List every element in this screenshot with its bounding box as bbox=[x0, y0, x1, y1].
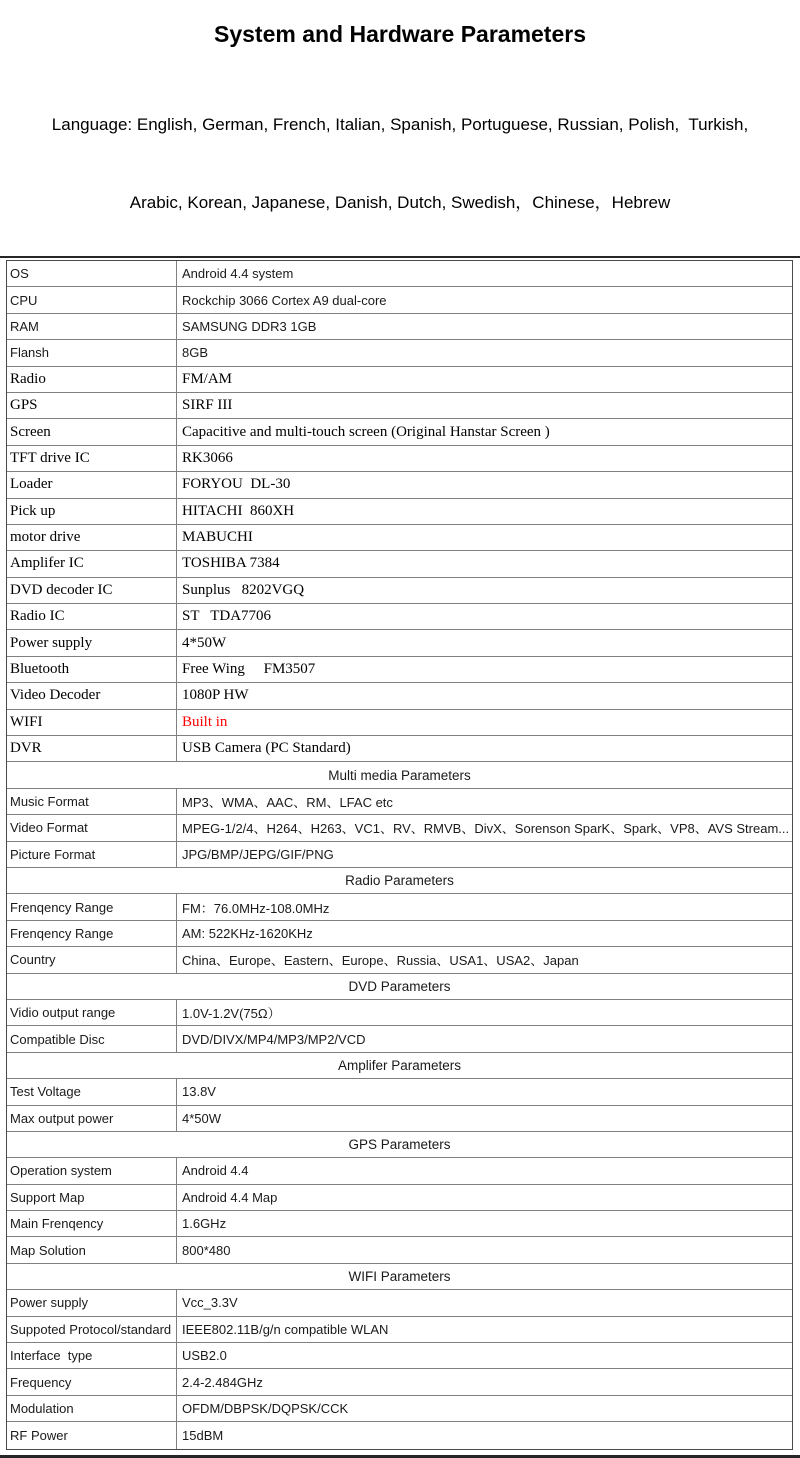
table-row bbox=[7, 1079, 792, 1105]
table-row bbox=[7, 314, 792, 340]
row-label: Flansh bbox=[7, 340, 177, 365]
top-divider-rule bbox=[0, 256, 800, 258]
row-label: motor drive bbox=[7, 525, 177, 550]
row-label: Frequency bbox=[7, 1369, 177, 1394]
row-label: Frenqency Range bbox=[7, 921, 177, 946]
language-line-1: Language: English, German, French, Italian, Spanish, Portuguese, Russian, Polish, Turkish, bbox=[51, 115, 749, 134]
table-row bbox=[7, 340, 792, 366]
row-label: Support Map bbox=[7, 1185, 177, 1210]
row-label: Frenqency Range bbox=[7, 894, 177, 919]
row-value: 1.0V-1.2V(75Ω） bbox=[182, 1006, 281, 1022]
table-row bbox=[7, 710, 792, 736]
table-row bbox=[7, 499, 792, 525]
row-label: Compatible Disc bbox=[7, 1026, 177, 1051]
table-row bbox=[7, 736, 792, 762]
section-header-row: WIFI Parameters bbox=[7, 1264, 792, 1290]
table-row bbox=[7, 419, 792, 445]
row-value: Sunplus 8202VGQ bbox=[182, 581, 305, 598]
table-row bbox=[7, 472, 792, 498]
table-row bbox=[7, 1000, 792, 1026]
table-row bbox=[7, 789, 792, 815]
table-row bbox=[7, 815, 792, 841]
row-label: DVD decoder IC bbox=[7, 578, 177, 603]
row-label: CPU bbox=[7, 287, 177, 312]
table-row bbox=[7, 842, 792, 868]
row-label: Video Format bbox=[7, 815, 177, 840]
table-row bbox=[7, 1185, 792, 1211]
table-row bbox=[7, 1106, 792, 1132]
row-value: Free Wing FM3507 bbox=[182, 661, 316, 678]
row-value: HITACHI 860XH bbox=[182, 502, 295, 519]
table-row bbox=[7, 947, 792, 973]
row-label: Video Decoder bbox=[7, 683, 177, 708]
row-value: 15dBM bbox=[182, 1427, 224, 1443]
row-value: FM：76.0MHz-108.0MHz bbox=[182, 900, 330, 916]
section-header-row: Radio Parameters bbox=[7, 868, 792, 894]
row-label: Max output power bbox=[7, 1106, 177, 1131]
table-row bbox=[7, 1317, 792, 1343]
row-value: SAMSUNG DDR3 1GB bbox=[182, 318, 317, 334]
table-row bbox=[7, 1158, 792, 1184]
row-value: USB Camera (PC Standard) bbox=[182, 740, 351, 757]
row-value: China、Europe、Eastern、Europe、Russia、USA1、USA2、Japan bbox=[182, 953, 579, 969]
table-row bbox=[7, 683, 792, 709]
row-value: Built in bbox=[182, 713, 228, 730]
row-value: ST TDA7706 bbox=[182, 608, 272, 625]
table-row bbox=[7, 1343, 792, 1369]
row-label: Suppoted Protocol/standard bbox=[7, 1317, 177, 1342]
row-value: 2.4-2.484GHz bbox=[182, 1374, 263, 1390]
table-row bbox=[7, 894, 792, 920]
row-value: 1080P HW bbox=[182, 687, 249, 704]
row-value: 800*480 bbox=[182, 1242, 231, 1258]
row-value: 8GB bbox=[182, 345, 209, 361]
row-label: WIFI bbox=[7, 710, 177, 735]
row-label: TFT drive IC bbox=[7, 446, 177, 471]
row-label: DVR bbox=[7, 736, 177, 761]
section-header-row: GPS Parameters bbox=[7, 1132, 792, 1158]
table-row bbox=[7, 1237, 792, 1263]
table-row bbox=[7, 287, 792, 313]
table-row bbox=[7, 578, 792, 604]
row-value: MP3、WMA、AAC、RM、LFAC etc bbox=[182, 795, 393, 810]
row-label: Power supply bbox=[7, 630, 177, 655]
row-label: OS bbox=[7, 261, 177, 286]
row-label: Screen bbox=[7, 419, 177, 444]
row-value: SIRF III bbox=[182, 397, 233, 414]
row-value: 4*50W bbox=[182, 1110, 222, 1126]
table-row bbox=[7, 393, 792, 419]
row-value: 4*50W bbox=[182, 634, 227, 651]
table-row bbox=[7, 1396, 792, 1422]
row-value: MABUCHI bbox=[182, 529, 253, 546]
row-label: Pick up bbox=[7, 499, 177, 524]
row-value: 13.8V bbox=[182, 1084, 216, 1100]
row-value: OFDM/DBPSK/DQPSK/CCK bbox=[182, 1400, 349, 1416]
language-line-2: Arabic, Korean, Japanese, Danish, Dutch, Swedish，Chinese，Hebrew bbox=[129, 193, 671, 212]
table-row bbox=[7, 630, 792, 656]
table-row bbox=[7, 657, 792, 683]
row-label: Picture Format bbox=[7, 842, 177, 867]
row-label: Amplifer IC bbox=[7, 551, 177, 576]
table-row bbox=[7, 1211, 792, 1237]
row-value: Android 4.4 bbox=[182, 1163, 249, 1179]
row-value: Android 4.4 Map bbox=[182, 1189, 278, 1205]
row-label: Country bbox=[7, 947, 177, 972]
row-label: Radio IC bbox=[7, 604, 177, 629]
row-value: TOSHIBA 7384 bbox=[182, 555, 280, 572]
row-value: RK3066 bbox=[182, 449, 233, 466]
row-value: JPG/BMP/JEPG/GIF/PNG bbox=[182, 846, 334, 862]
row-label: Test Voltage bbox=[7, 1079, 177, 1104]
table-row bbox=[7, 921, 792, 947]
row-value: FORYOU DL-30 bbox=[182, 476, 291, 493]
row-value: FM/AM bbox=[182, 370, 233, 387]
table-row bbox=[7, 604, 792, 630]
row-value: USB2.0 bbox=[182, 1348, 227, 1364]
section-header-row: Amplifer Parameters bbox=[7, 1053, 792, 1079]
row-label: RAM bbox=[7, 314, 177, 339]
row-label: Music Format bbox=[7, 789, 177, 814]
row-value: MPEG-1/2/4、H264、H263、VC1、RV、RMVB、DivX、Sorenson SparK、Spark、VP8、AVS Stream... bbox=[182, 821, 790, 837]
row-label: RF Power bbox=[7, 1422, 177, 1448]
row-label: GPS bbox=[7, 393, 177, 418]
section-header-row: DVD Parameters bbox=[7, 974, 792, 1000]
table-row bbox=[7, 1026, 792, 1052]
row-label: Modulation bbox=[7, 1396, 177, 1421]
table-row bbox=[7, 525, 792, 551]
row-label: Power supply bbox=[7, 1290, 177, 1315]
table-row bbox=[7, 1290, 792, 1316]
bottom-divider-rule bbox=[0, 1455, 800, 1458]
row-label: Map Solution bbox=[7, 1237, 177, 1262]
page-title: System and Hardware Parameters bbox=[213, 21, 587, 47]
section-header-row: Multi media Parameters bbox=[7, 762, 792, 788]
row-label: Loader bbox=[7, 472, 177, 497]
row-value: DVD/DIVX/MP4/MP3/MP2/VCD bbox=[182, 1031, 366, 1047]
row-value: Rockchip 3066 Cortex A9 dual-core bbox=[182, 292, 387, 308]
row-value: 1.6GHz bbox=[182, 1216, 227, 1232]
table-row bbox=[7, 261, 792, 287]
row-label: Vidio output range bbox=[7, 1000, 177, 1025]
table-row bbox=[7, 1369, 792, 1395]
table-row bbox=[7, 1422, 792, 1448]
table-row bbox=[7, 367, 792, 393]
row-value: Capacitive and multi-touch screen (Original Hanstar Screen ) bbox=[182, 423, 550, 440]
row-label: Interface type bbox=[7, 1343, 177, 1368]
table-row bbox=[7, 446, 792, 472]
row-value: IEEE802.11B/g/n compatible WLAN bbox=[182, 1321, 389, 1337]
row-value: AM: 522KHz-1620KHz bbox=[182, 925, 313, 941]
row-label: Radio bbox=[7, 367, 177, 392]
row-label: Main Frenqency bbox=[7, 1211, 177, 1236]
spec-table bbox=[6, 260, 793, 1450]
table-row bbox=[7, 551, 792, 577]
row-value: Vcc_3.3V bbox=[182, 1295, 238, 1311]
row-label: Operation system bbox=[7, 1158, 177, 1183]
row-label: Bluetooth bbox=[7, 657, 177, 682]
row-value: Android 4.4 system bbox=[182, 266, 294, 282]
language-list bbox=[0, 60, 800, 242]
